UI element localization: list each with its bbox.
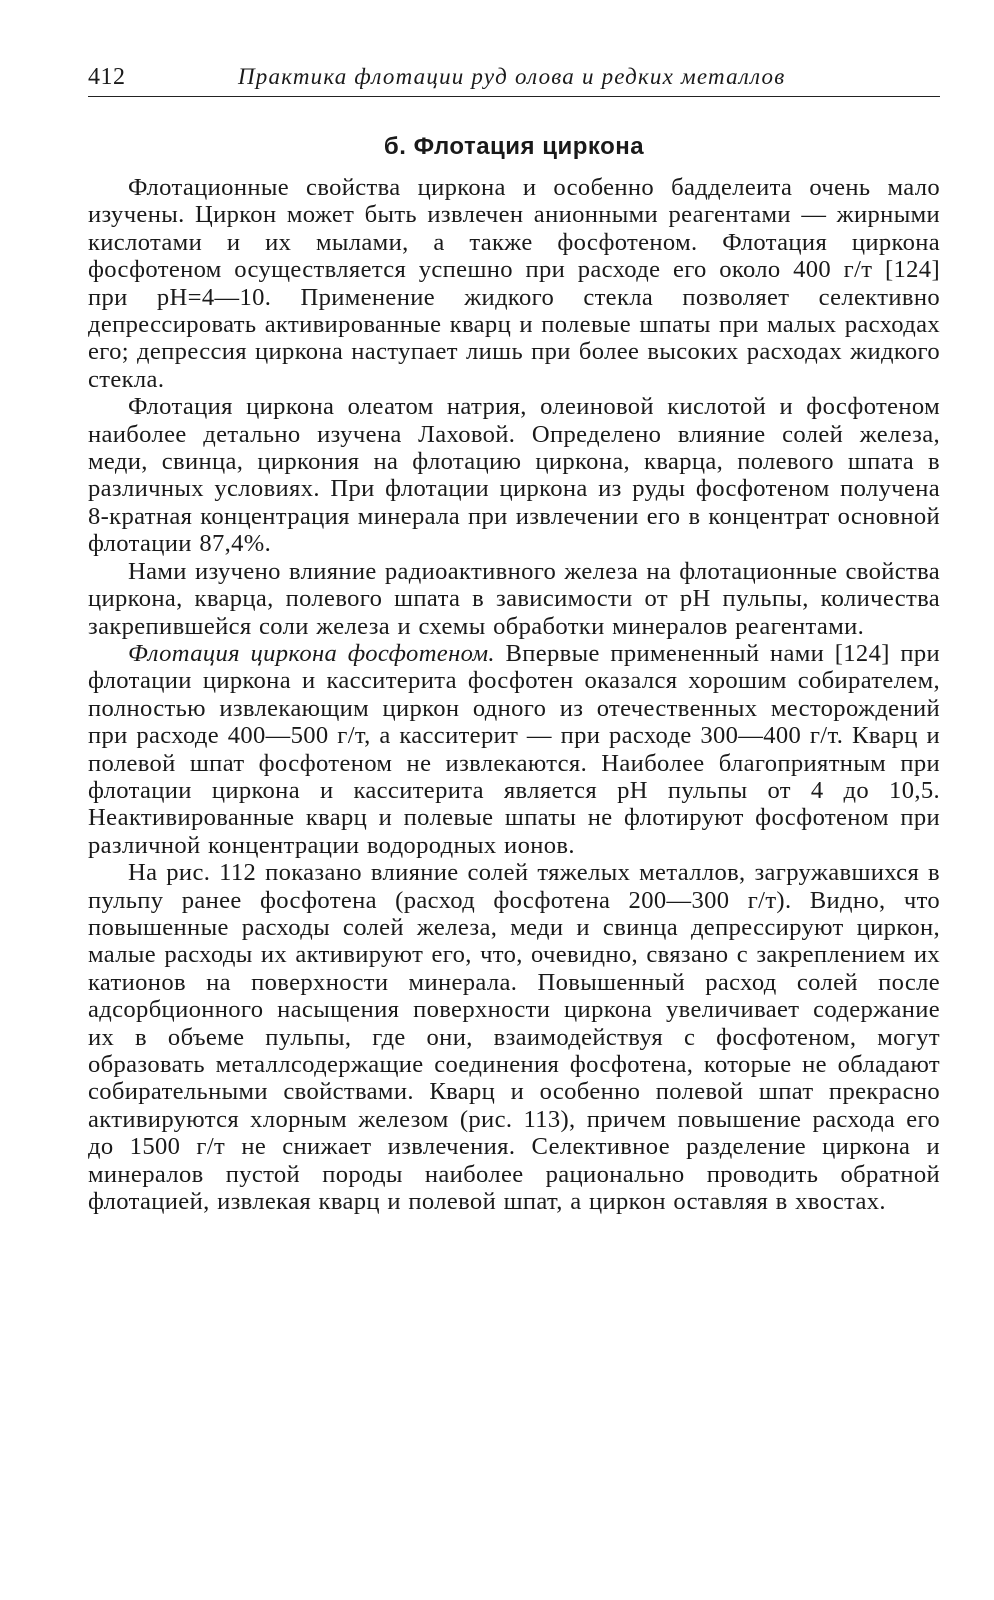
running-header xyxy=(88,62,940,97)
section-heading: б. Флотация циркона xyxy=(383,133,645,160)
paragraph-2 xyxy=(88,393,940,557)
paragraph-5-text: На рис. 112 показано влияние солей тяжелых металлов, загружавшихся в пульпу ранее фосфотена (расход фосфотена 200—300 г/т). Видно, что повышенные расходы солей железа, меди и свинца депрессируют циркон, малые расходы их активируют его, что, очевидно, связано с закреплением их катионов на поверхности минерала. Повышенный расход солей после адсорбционного насыщения поверхности циркона увеличивает содержание их в объеме пульпы, где они, взаимодействуя с фосфотеном, могут образовать металлсодержащие соединения фосфотена, которые не обладают собирательными свойствами. Кварц и особенно полевой шпат прекрасно активируются хлорным железом (рис. 113), причем повышение расхода его до 1500 г/т не снижает извлечения. Селективное разделение циркона и минералов пустой породы наиболее рационально проводить обратной флотацией, извлекая кварц и полевой шпат, а циркон оставляя в хвостах. xyxy=(88,859,940,1216)
paragraph-5 xyxy=(88,859,940,1215)
paragraph-3 xyxy=(88,558,940,640)
page-body xyxy=(88,130,940,1215)
paragraph-4-text: Впервые примененный нами [124] при флотации циркона и касситерита фосфотен оказался хорошим собирателем, полностью извлекающим циркон одного из отечественных месторождений при расходе 400—500 г/т, а касситерит — при расходе 300—400 г/т. Кварц и полевой шпат фосфотеном не извлекаются. Наиболее благоприятным при флотации циркона и касситерита является pH пульпы от 4 до 10,5. Неактивированные кварц и полевые шпаты не флотируют фосфотеном при различной концентрации водородных ионов. xyxy=(88,639,941,859)
page-number: 412 xyxy=(88,64,126,90)
paragraph-1-text: Флотационные свойства циркона и особенно бадделеита очень мало изучены. Циркон может быть извлечен анионными реагентами — жирными кислотами и их мылами, а также фосфотеном. Флотация циркона фосфотеном осуществляется успешно при расходе его около 400 г/т [124] при pH=4—10. Применение жидкого стекла позволяет селективно депрессировать активированные кварц и полевые шпаты при малых расходах его; депрессия циркона наступает лишь при более высоких расходах жидкого стекла. xyxy=(88,174,940,393)
running-title: Практика флотации руд олова и редких металлов xyxy=(238,64,786,89)
paragraph-4-run-in-heading: Флотация циркона фосфотеном. xyxy=(128,639,495,667)
paragraph-2-text: Флотация циркона олеатом натрия, олеиновой кислотой и фосфотеном наиболее детально изучена Лаховой. Определено влияние солей железа, меди, свинца, циркония на флотацию циркона, кварца, полевого шпата в различных условиях. При флотации циркона из руды фосфотеном получена 8-кратная концентрация минерала при извлечении его в концентрат основной флотации 87,4%. xyxy=(88,393,940,558)
paragraph-1 xyxy=(88,174,940,393)
paragraph-4 xyxy=(88,640,940,859)
paragraph-3-text: Нами изучено влияние радиоактивного железа на флотационные свойства циркона, кварца, полевого шпата в зависимости от pH пульпы, количества закрепившейся соли железа и схемы обработки минералов реагентами. xyxy=(88,557,940,640)
